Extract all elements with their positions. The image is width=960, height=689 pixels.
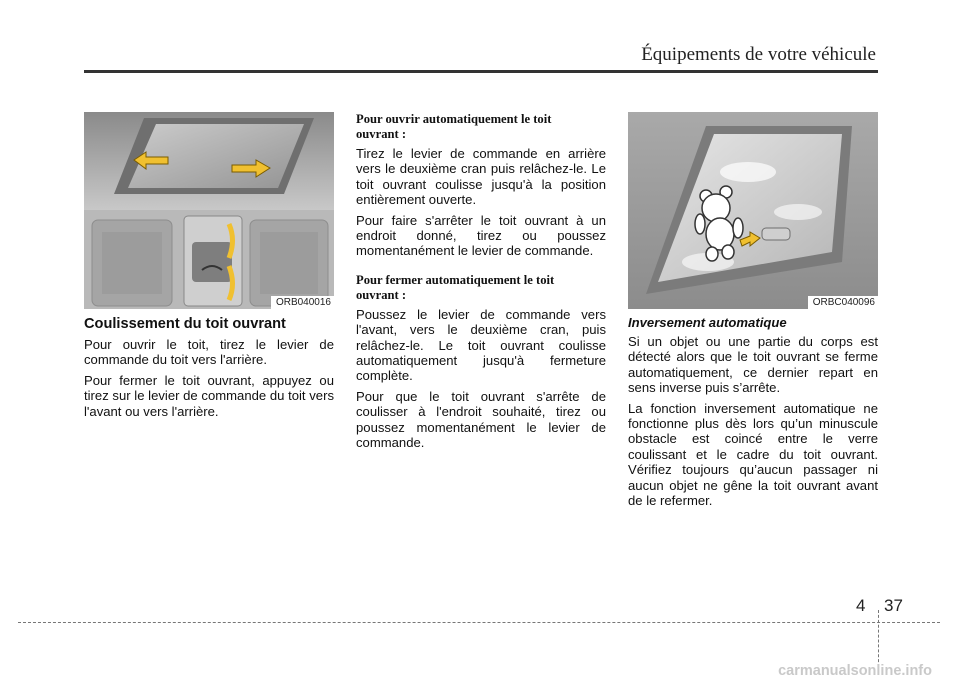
paragraph: Pour fermer le toit ouvrant, appuyez ou tirez sur le levier de commande du toit vers l'avant ou vers l'arrière. xyxy=(84,372,334,419)
section-title: Coulissement du toit ouvrant xyxy=(84,316,286,332)
auto-reverse-figure xyxy=(628,112,878,309)
column-1 xyxy=(84,112,334,424)
auto-close-title xyxy=(356,273,606,303)
paragraph: Si un objet ou une partie du corps est détecté alors que le toit ouvrant se ferme automatiquement, ce dernier repart en sens inverse puis s’arrête. xyxy=(628,334,878,396)
page-number: 37 xyxy=(884,596,903,615)
auto-close-title-line-2: ouvrant : xyxy=(356,287,407,302)
auto-open-title-line-2: ouvrant : xyxy=(356,127,407,141)
column-2 xyxy=(356,112,606,456)
auto-open-title xyxy=(356,112,606,142)
chapter-number: 4 xyxy=(856,596,866,615)
paragraph: La fonction inversement automatique ne fonctionne plus dès lors qu’un minuscule obstacle est coincé entre le verre coulissant et le cadre du toit ouvrant. Vérifiez toujours qu’aucun passager ni aucun objet ne gêne la toit ouvrant avant de le refermer. xyxy=(628,400,878,509)
section-title: Inversement automatique xyxy=(628,315,787,330)
footer-rule xyxy=(18,622,940,623)
paragraph: Poussez le levier de commande vers l'avant, vers le deuxième cran, puis relâchez-le. Le toit ouvrant coulisse automatiquement jusqu'à fermeture complète. xyxy=(356,306,606,384)
auto-open-title-line-1: Pour ouvrir automatiquement le toit xyxy=(356,112,552,126)
sunroof-control-figure xyxy=(84,112,334,309)
paragraph: Pour faire s'arrêter le toit ouvrant à un endroit donné, tirez ou poussez momentanément le levier de commande. xyxy=(356,212,606,259)
column-3 xyxy=(628,112,878,513)
auto-reverse-illustration xyxy=(628,112,878,309)
figure-code: ORB040016 xyxy=(271,296,334,309)
paragraph: Pour que le toit ouvrant s'arrête de coulisser à l'endroit souhaité, tirez ou poussez momentanément le levier de commande. xyxy=(356,388,606,451)
figure-code: ORBC040096 xyxy=(808,296,878,309)
paragraph: Tirez le levier de commande en arrière vers le deuxième cran puis relâchez-le. Le toit ouvrant coulisse jusqu'à la position entièrement ouverte. xyxy=(356,146,606,208)
header-rule xyxy=(84,70,878,73)
watermark-text: carmanualsonline.info xyxy=(778,663,932,679)
page-header-title: Équipements de votre véhicule xyxy=(641,44,876,65)
sunroof-control-illustration xyxy=(84,112,334,309)
auto-close-title-line-1: Pour fermer automatiquement le toit xyxy=(356,272,555,287)
paragraph: Pour ouvrir le toit, tirez le levier de commande du toit vers l'arrière. xyxy=(84,337,334,368)
